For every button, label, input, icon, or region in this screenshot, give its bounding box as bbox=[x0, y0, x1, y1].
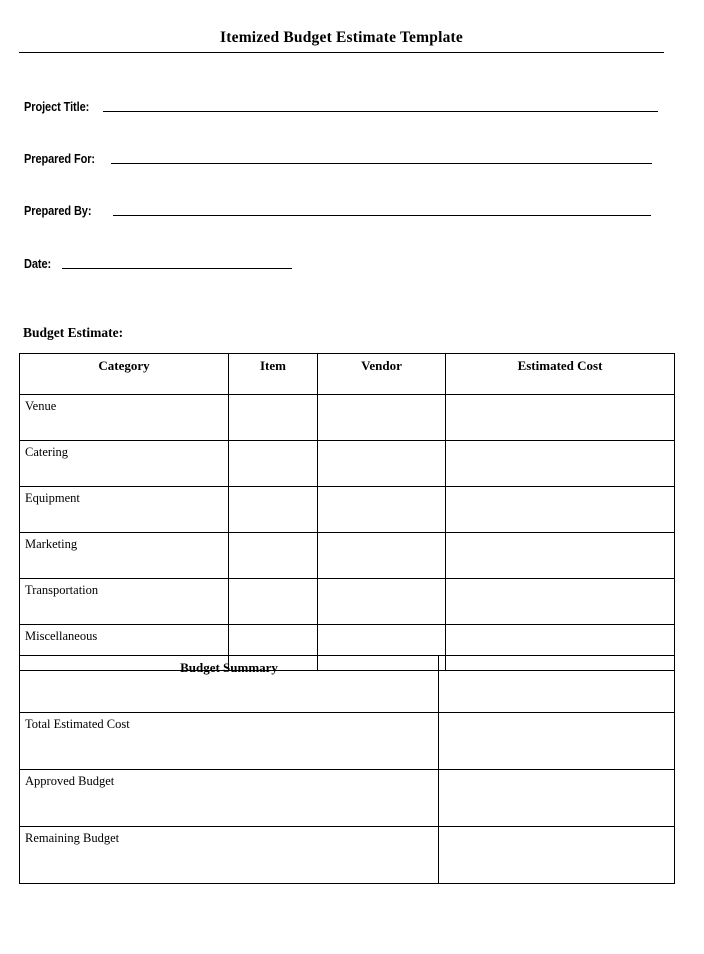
column-header-estimated-cost: Estimated Cost bbox=[446, 354, 675, 395]
field-prepared-for-input[interactable] bbox=[111, 163, 652, 164]
cell-vendor[interactable] bbox=[318, 395, 446, 441]
field-prepared-for-label: Prepared For: bbox=[24, 152, 95, 166]
cell-estimated-cost[interactable] bbox=[446, 487, 675, 533]
summary-heading-value[interactable] bbox=[439, 656, 675, 713]
table-row bbox=[20, 487, 675, 533]
summary-value-total-estimated-cost[interactable] bbox=[439, 713, 675, 770]
cell-estimated-cost[interactable] bbox=[446, 395, 675, 441]
cell-category: Equipment bbox=[20, 487, 229, 533]
table-row bbox=[20, 713, 675, 770]
summary-value-approved-budget[interactable] bbox=[439, 770, 675, 827]
table-header-row bbox=[20, 354, 675, 395]
cell-category: Venue bbox=[20, 395, 229, 441]
summary-label-approved-budget: Approved Budget bbox=[20, 770, 439, 827]
table-row bbox=[20, 770, 675, 827]
cell-category: Transportation bbox=[20, 579, 229, 625]
field-project-title bbox=[24, 100, 658, 114]
field-date bbox=[24, 257, 292, 271]
table-row bbox=[20, 827, 675, 884]
budget-summary-table bbox=[19, 655, 675, 884]
field-project-title-input[interactable] bbox=[103, 111, 658, 112]
cell-category: Marketing bbox=[20, 533, 229, 579]
field-date-input[interactable] bbox=[62, 268, 292, 269]
field-prepared-by-label: Prepared By: bbox=[24, 204, 92, 218]
cell-vendor[interactable] bbox=[318, 441, 446, 487]
budget-estimate-table bbox=[19, 353, 675, 671]
column-header-vendor: Vendor bbox=[318, 354, 446, 395]
summary-label-remaining-budget: Remaining Budget bbox=[20, 827, 439, 884]
summary-value-remaining-budget[interactable] bbox=[439, 827, 675, 884]
cell-item[interactable] bbox=[229, 441, 318, 487]
field-date-label: Date: bbox=[24, 257, 52, 271]
cell-item[interactable] bbox=[229, 395, 318, 441]
summary-label-total-estimated-cost: Total Estimated Cost bbox=[20, 713, 439, 770]
budget-estimate-heading: Budget Estimate: bbox=[23, 325, 124, 340]
table-row bbox=[20, 395, 675, 441]
cell-vendor[interactable] bbox=[318, 579, 446, 625]
title-divider bbox=[19, 52, 664, 53]
cell-category: Miscellaneous bbox=[20, 625, 229, 671]
cell-estimated-cost[interactable] bbox=[446, 533, 675, 579]
field-prepared-by bbox=[24, 204, 651, 218]
cell-estimated-cost[interactable] bbox=[446, 441, 675, 487]
field-prepared-by-input[interactable] bbox=[113, 215, 651, 216]
table-row bbox=[20, 533, 675, 579]
cell-vendor[interactable] bbox=[318, 533, 446, 579]
table-row bbox=[20, 579, 675, 625]
cell-item[interactable] bbox=[229, 533, 318, 579]
page-title: Itemized Budget Estimate Template bbox=[220, 29, 463, 46]
cell-item[interactable] bbox=[229, 487, 318, 533]
table-row bbox=[20, 441, 675, 487]
field-project-title-label: Project Title: bbox=[24, 100, 90, 114]
summary-header-row bbox=[20, 656, 675, 713]
cell-estimated-cost[interactable] bbox=[446, 579, 675, 625]
cell-category: Catering bbox=[20, 441, 229, 487]
summary-heading: Budget Summary bbox=[20, 656, 439, 713]
cell-vendor[interactable] bbox=[318, 487, 446, 533]
column-header-item: Item bbox=[229, 354, 318, 395]
cell-item[interactable] bbox=[229, 579, 318, 625]
field-prepared-for bbox=[24, 152, 652, 166]
column-header-category: Category bbox=[20, 354, 229, 395]
